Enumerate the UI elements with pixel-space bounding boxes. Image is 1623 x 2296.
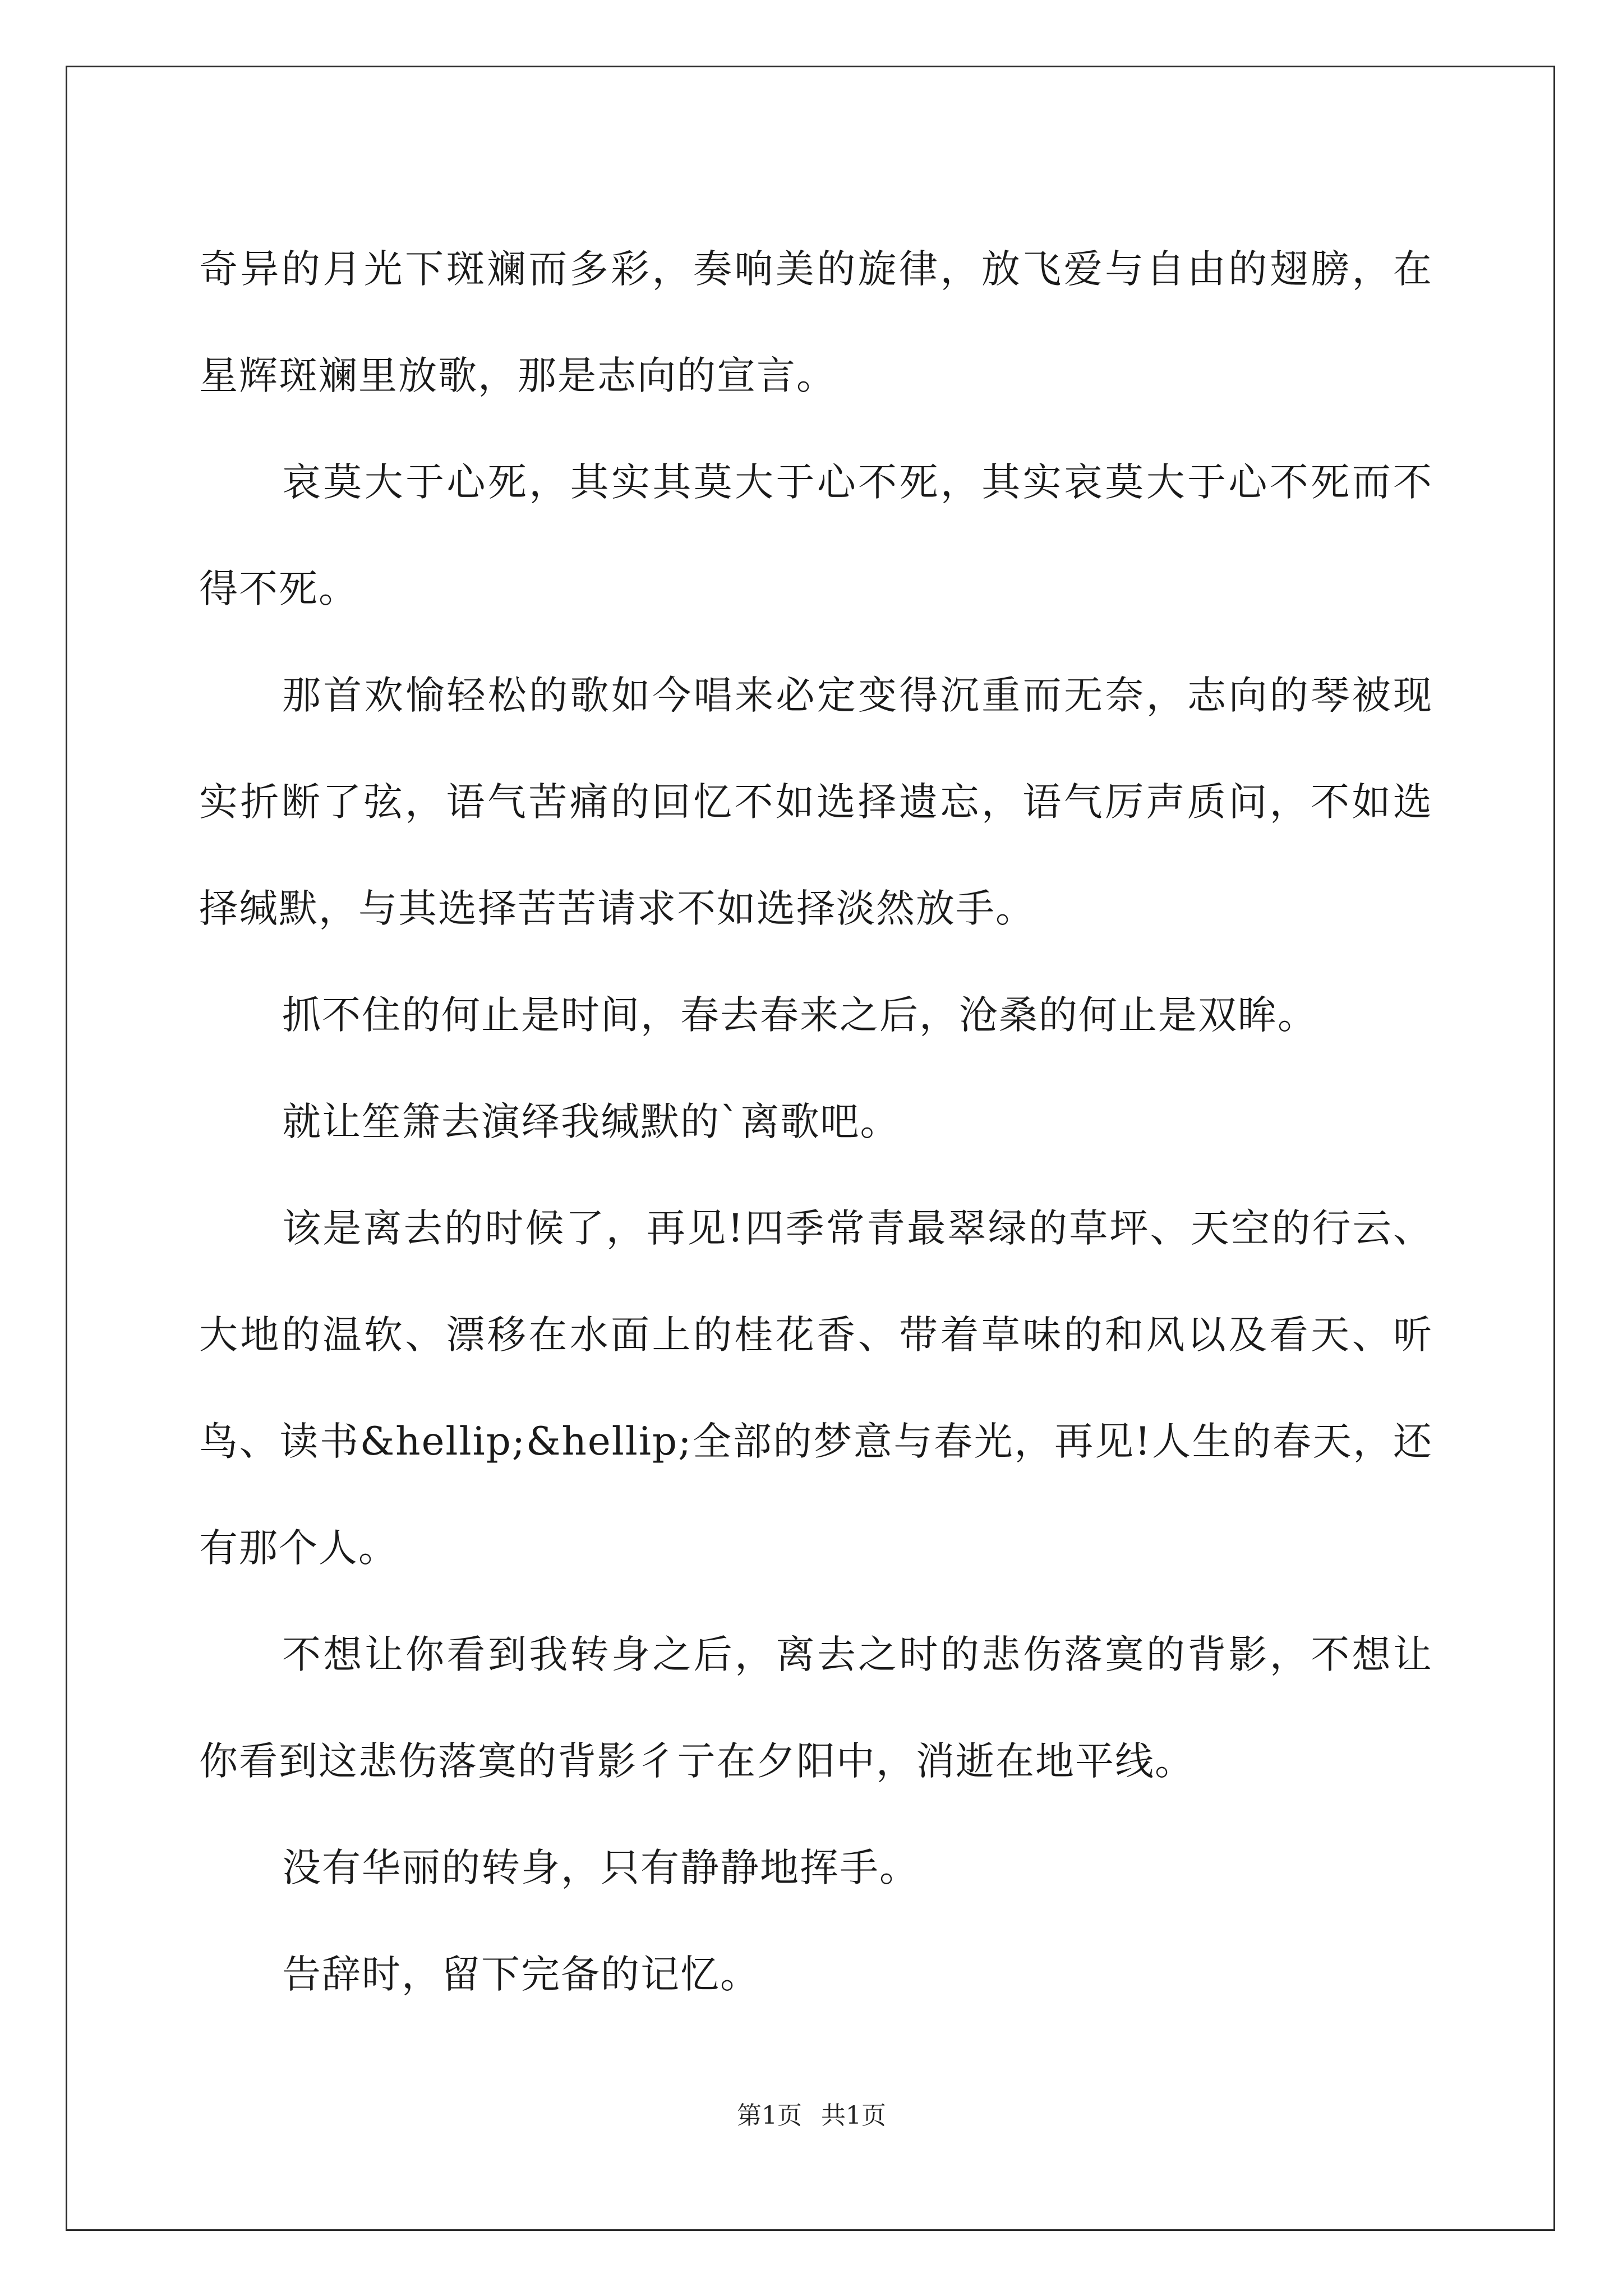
paragraph: 不想让你看到我转身之后，离去之时的悲伤落寞的背影，不想让你看到这悲伤落寞的背影彳亍在夕阳中，消逝在地平线。 bbox=[199, 1632, 1433, 1784]
paragraph: 该是离去的时候了，再见!四季常青最翠绿的草坪、天空的行云、大地的温软、漂移在水面上的桂花香、带着草味的和风以及看天、听鸟、读书&hellip;&hellip;全部的梦意与春光，再见!人生的春天，还有那个人。 bbox=[199, 1206, 1433, 1571]
page-footer bbox=[0, 2099, 1623, 2133]
paragraph: 抓不住的何止是时间，春去春来之后，沧桑的何止是双眸。 bbox=[282, 993, 1317, 1038]
document-body bbox=[199, 216, 1433, 2028]
paragraph: 没有华丽的转身，只有静静地挥手。 bbox=[282, 1846, 919, 1890]
page-number-current: 第1页 bbox=[737, 2101, 802, 2130]
paragraph: 哀莫大于心死，其实其莫大于心不死，其实哀莫大于心不死而不得不死。 bbox=[199, 460, 1433, 611]
paragraph: 就让笙箫去演绎我缄默的`离歌吧。 bbox=[282, 1099, 900, 1144]
paragraph: 告辞时，留下完备的记忆。 bbox=[282, 1952, 760, 1997]
paragraph: 奇异的月光下斑斓而多彩，奏响美的旋律，放飞爱与自由的翅膀，在星辉斑斓里放歌，那是志向的宣言。 bbox=[199, 247, 1433, 398]
page-number-total: 共1页 bbox=[821, 2101, 886, 2130]
paragraph: 那首欢愉轻松的歌如今唱来必定变得沉重而无奈，志向的琴被现实折断了弦，语气苦痛的回忆不如选择遗忘，语气厉声质问，不如选择缄默，与其选择苦苦请求不如选择淡然放手。 bbox=[199, 673, 1433, 931]
